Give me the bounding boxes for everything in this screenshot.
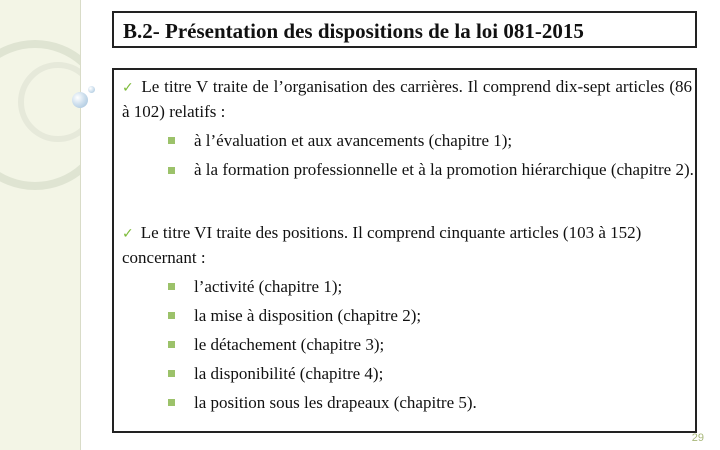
list-item-text: la mise à disposition (chapitre 2);	[194, 306, 422, 325]
page-number: 29	[691, 432, 704, 444]
square-bullet-icon	[168, 370, 175, 377]
list-item	[164, 330, 694, 359]
decorative-small-bubble-icon	[88, 86, 95, 93]
square-bullet-icon	[168, 312, 175, 319]
list-item	[164, 359, 694, 388]
list-item	[164, 388, 694, 417]
section-1-paragraph	[122, 75, 692, 123]
section-1-text: Le titre V traite de l’organisation des carrières. Il comprend dix-sept articles (86 à 102) relatifs :	[122, 77, 692, 121]
list-item	[164, 155, 694, 181]
square-bullet-icon	[168, 283, 175, 290]
section-2-text: Le titre VI traite des positions. Il comprend cinquante articles (103 à 152) concernant :	[122, 223, 642, 267]
section-2-paragraph	[122, 221, 692, 269]
list-item-text: à la formation professionnelle et à la promotion hiérarchique (chapitre 2).	[194, 160, 694, 179]
list-item	[164, 301, 694, 330]
decorative-side-strip	[0, 0, 81, 450]
list-item-text: à l’évaluation et aux avancements (chapitre 1);	[194, 131, 513, 150]
list-item-text: l’activité (chapitre 1);	[194, 277, 343, 296]
square-bullet-icon	[168, 341, 175, 348]
list-item-text: le détachement (chapitre 3);	[194, 335, 385, 354]
square-bullet-icon	[168, 399, 175, 406]
content-box	[112, 68, 697, 433]
list-item-text: la disponibilité (chapitre 4);	[194, 364, 384, 383]
section-1-list	[164, 126, 694, 181]
slide-title: B.2- Présentation des dispositions de la loi 081-2015	[123, 19, 584, 43]
checkmark-icon: ✓	[122, 226, 134, 242]
decorative-bubble-icon	[72, 92, 88, 108]
list-item	[164, 126, 694, 155]
square-bullet-icon	[168, 137, 175, 144]
list-item-text: la position sous les drapeaux (chapitre 5).	[194, 393, 477, 412]
section-2-list	[164, 272, 694, 417]
checkmark-icon: ✓	[122, 80, 135, 96]
slide-title-box	[112, 11, 697, 48]
square-bullet-icon	[168, 167, 175, 174]
list-item	[164, 272, 694, 301]
